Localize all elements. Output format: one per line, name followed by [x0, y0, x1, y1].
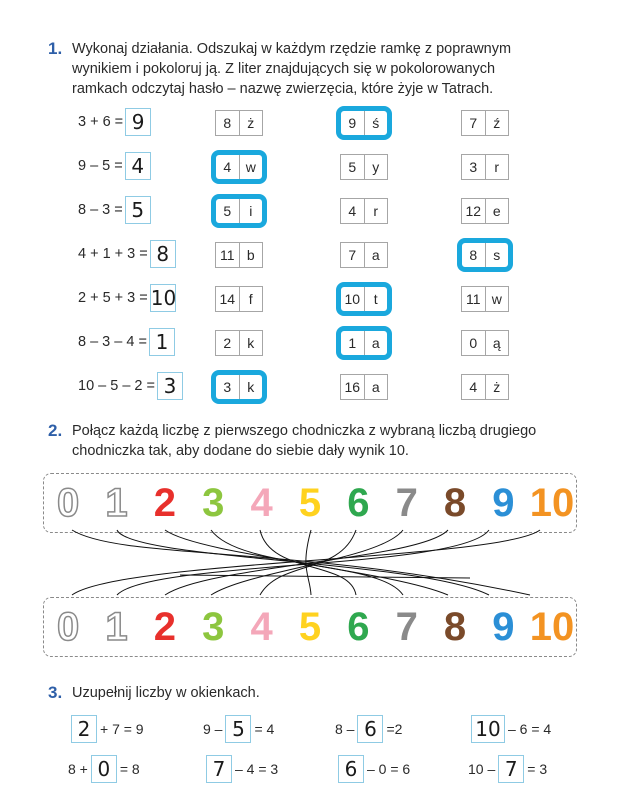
line-6-4 [260, 530, 356, 595]
task2-line: chodniczka tak, aby dodane do siebie dały wynik 10. [72, 443, 409, 459]
path-number[interactable]: 5 [298, 604, 322, 649]
frame-number: 1 [341, 331, 365, 355]
equation-right: – 4 = 3 [235, 761, 279, 777]
frame-letter: i [249, 203, 253, 219]
answer-box[interactable]: 3 [157, 372, 183, 400]
frame-letter: f [248, 291, 253, 307]
path-number[interactable]: 10 [529, 480, 575, 525]
frame-letter: a [371, 247, 380, 263]
path-number[interactable]: 9 [492, 480, 515, 525]
equation-right: + 7 = 9 [100, 721, 144, 737]
frame-number: 4 [216, 155, 240, 179]
fill-in-box[interactable]: 2 [71, 715, 97, 743]
frame-number: 0 [462, 331, 486, 355]
task2-line: Połącz każdą liczbę z pierwszego chodniczka z wybraną liczbą drugiego [72, 423, 537, 439]
equation-expression: 8 – 3 – 4 = [78, 334, 147, 350]
path-number[interactable]: 5 [298, 480, 322, 525]
path-number[interactable]: 6 [347, 604, 370, 649]
task1-line: wynikiem i pokoloruj ją. Z liter znajdujących się w pokolorowanych [72, 61, 496, 77]
frame-number: 4 [462, 375, 486, 399]
task3-number: 3. [48, 683, 63, 702]
frame-number: 8 [462, 243, 486, 267]
path-number[interactable]: 0 [57, 480, 80, 525]
line-4-6 [260, 530, 356, 595]
path-number[interactable]: 4 [250, 480, 273, 525]
equation-left: 8 + [68, 761, 88, 777]
frame-number: 4 [341, 199, 365, 223]
frame-letter: w [491, 291, 502, 307]
line-1-9 [117, 530, 489, 595]
path-number[interactable]: 9 [492, 604, 515, 649]
equation-expression: 8 – 3 = [78, 202, 123, 218]
line-7-3 [211, 530, 403, 595]
equation-left: 9 – [203, 721, 223, 737]
task2-number: 2. [48, 421, 63, 440]
equation-right: =2 [386, 721, 403, 737]
frame-number: 5 [216, 199, 240, 223]
path-number[interactable]: 8 [443, 604, 467, 649]
fill-in-box[interactable]: 6 [357, 715, 383, 743]
path-number[interactable]: 7 [395, 480, 418, 525]
path-number[interactable]: 7 [395, 604, 418, 649]
path-number[interactable]: 0 [57, 604, 80, 649]
answer-box[interactable]: 8 [150, 240, 176, 268]
task1-line: Wykonaj działania. Odszukaj w każdym rzędzie ramkę z poprawnym [72, 41, 512, 57]
frame-number: 5 [341, 155, 365, 179]
fill-in-box[interactable]: 5 [225, 715, 251, 743]
path-number[interactable]: 10 [529, 604, 575, 649]
frame-letter: ą [492, 335, 501, 351]
frame-letter: e [492, 203, 501, 219]
equation-left: 10 – [468, 761, 496, 777]
fill-in-box[interactable]: 10 [471, 715, 505, 743]
fill-in-box[interactable]: 6 [338, 755, 364, 783]
line-3-7 [211, 530, 403, 595]
task3-instructions: Uzupełnij liczby w okienkach. [72, 685, 260, 701]
line-2-8 [165, 530, 448, 595]
fill-in-box[interactable]: 7 [498, 755, 524, 783]
equation-left: 8 – [335, 721, 355, 737]
hand-drawn-lines [72, 530, 540, 595]
frame-number: 9 [341, 111, 365, 135]
frame-letter: ż [493, 379, 501, 395]
fill-in-box[interactable]: 7 [206, 755, 232, 783]
path-number[interactable]: 2 [153, 480, 177, 525]
bottom-number-path [43, 597, 577, 657]
path-number[interactable]: 3 [202, 604, 225, 649]
path-number[interactable]: 8 [443, 480, 467, 525]
path-number[interactable]: 4 [250, 604, 273, 649]
answer-box[interactable]: 9 [125, 108, 151, 136]
equation-expression: 4 + 1 + 3 = [78, 246, 148, 262]
task1-number: 1. [48, 39, 63, 58]
frame-number: 10 [341, 287, 365, 311]
frame-number: 3 [216, 375, 240, 399]
equation-right: – 0 = 6 [367, 761, 411, 777]
frame-letter: r [373, 203, 379, 219]
frame-letter: k [247, 335, 255, 351]
equation-expression: 3 + 6 = [78, 114, 124, 130]
path-number[interactable]: 1 [105, 480, 128, 525]
equation-expression: 10 – 5 – 2 = [78, 378, 155, 394]
frame-number: 3 [462, 155, 486, 179]
path-number[interactable]: 6 [347, 480, 370, 525]
frame-number: 16 [341, 375, 365, 399]
frame-letter: b [246, 247, 255, 263]
frame-number: 11 [462, 287, 486, 311]
path-number[interactable]: 3 [202, 480, 225, 525]
fill-in-box[interactable]: 0 [91, 755, 117, 783]
frame-number: 7 [462, 111, 486, 135]
equation-right: = 3 [527, 761, 548, 777]
frame-letter: w [245, 159, 256, 175]
equation-right: = 8 [119, 761, 140, 777]
frame-letter: k [247, 379, 255, 395]
fill-in-equation [68, 715, 144, 743]
frame-letter: ż [247, 115, 255, 131]
equation-expression: 2 + 5 + 3 = [78, 290, 148, 306]
frame-letter: t [373, 291, 378, 307]
frame-number: 11 [216, 243, 240, 267]
fill-in-equation [468, 755, 547, 783]
frame-number: 8 [216, 111, 240, 135]
frame-letter: a [371, 379, 380, 395]
frame-letter: y [372, 159, 380, 175]
frame-letter: ś [372, 115, 380, 131]
frame-number: 2 [216, 331, 240, 355]
fill-in-equation [68, 755, 140, 783]
equation-expression: 9 – 5 = [78, 158, 123, 174]
answer-box[interactable]: 5 [125, 196, 151, 224]
task1-line: ramkach odczytaj hasło – nazwę zwierzęcia, które żyje w Tatrach. [72, 81, 494, 97]
fill-in-equation [203, 715, 274, 743]
frame-number: 14 [216, 287, 240, 311]
frame-letter: r [494, 159, 500, 175]
equation-right: = 4 [254, 721, 275, 737]
fill-in-equation [335, 715, 402, 743]
equation-right: – 6 = 4 [508, 721, 552, 737]
answer-box[interactable]: 4 [125, 152, 151, 180]
path-number[interactable]: 1 [105, 604, 128, 649]
frame-letter: ź [493, 115, 501, 131]
frame-number: 7 [341, 243, 365, 267]
fill-in-equation [203, 755, 278, 783]
fill-in-equation [335, 755, 410, 783]
line-8-2 [165, 530, 448, 595]
frame-letter: s [493, 247, 501, 263]
path-number[interactable]: 2 [153, 604, 177, 649]
answer-box[interactable]: 10 [150, 286, 177, 310]
frame-letter: a [371, 335, 380, 351]
answer-box[interactable]: 1 [149, 328, 175, 356]
fill-in-equation [468, 715, 551, 743]
frame-number: 12 [462, 199, 486, 223]
